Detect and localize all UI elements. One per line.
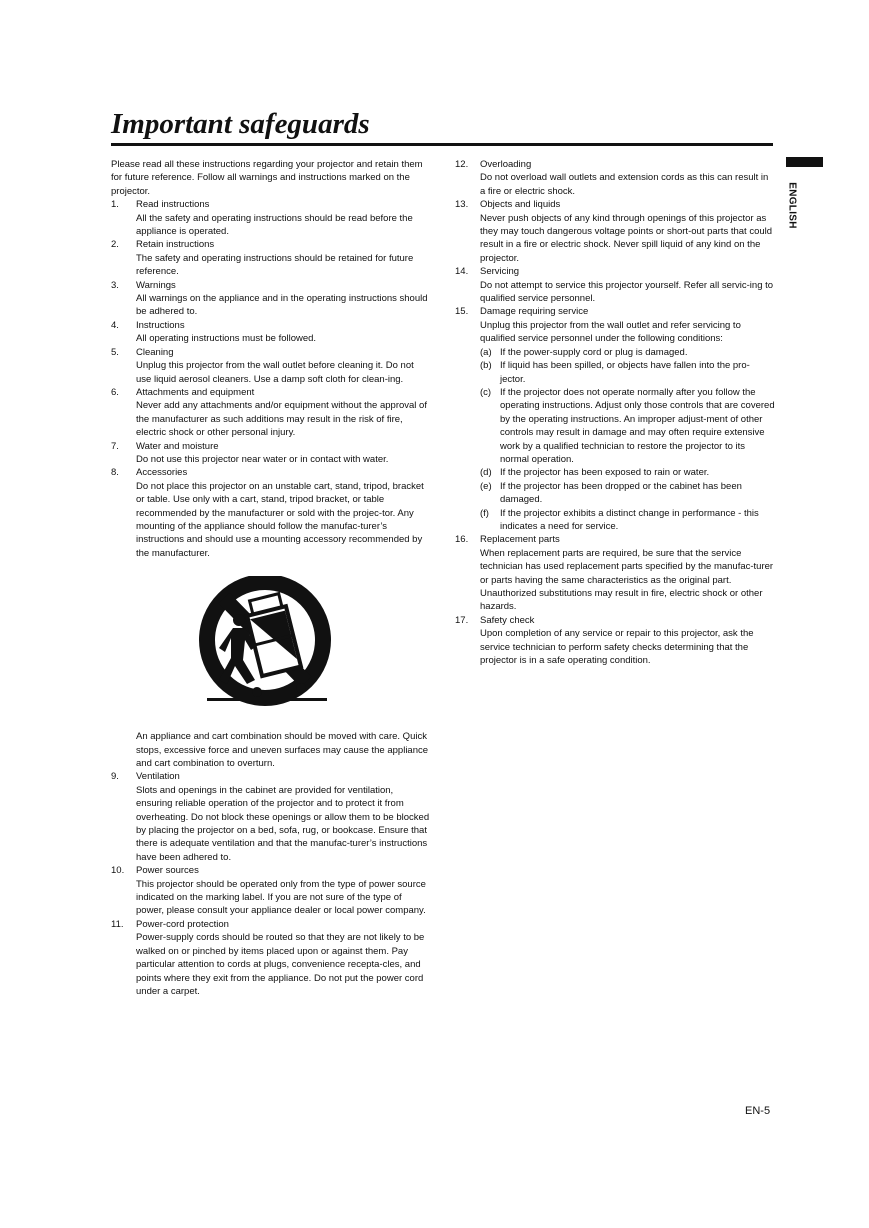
item-number: 9. bbox=[111, 771, 119, 783]
item-heading: Power-cord protection bbox=[136, 918, 229, 930]
item-number: 16. bbox=[455, 534, 469, 546]
item-heading: Read instructions bbox=[136, 199, 210, 211]
sub-item-letter: (a) bbox=[480, 346, 492, 358]
item-body: Never push objects of any kind through openings of this projector as they may touch dangerous voltage points or short-out parts that could result in a fire or electric shock. Never spill liquid of any kind on the projector. bbox=[480, 212, 773, 264]
sub-item-b bbox=[480, 359, 775, 386]
sub-item-text: If the projector has been dropped or the cabinet has been damaged. bbox=[500, 480, 742, 506]
cart-tipover-warning-icon bbox=[197, 576, 333, 716]
item-body: All warnings on the appliance and in the operating instructions should be adhered to. bbox=[136, 293, 428, 318]
item-number: 12. bbox=[455, 159, 469, 170]
item-body: Do not use this projector near water or in contact with water. bbox=[136, 453, 389, 465]
item-5 bbox=[111, 346, 431, 386]
sub-item-e bbox=[480, 480, 775, 507]
item-heading: Replacement parts bbox=[480, 534, 560, 546]
sub-item-letter: (c) bbox=[480, 386, 492, 398]
item-heading: Retain instructions bbox=[136, 239, 215, 251]
item-number: 1. bbox=[111, 199, 119, 211]
sub-item-text: If liquid has been spilled, or objects have fallen into the pro-jector. bbox=[500, 360, 750, 385]
intro-text: Please read all these instructions regarding your projector and retain them for future reference. Follow all warnings and instructions marked on the projector. bbox=[111, 159, 423, 197]
language-label: ENGLISH bbox=[786, 182, 798, 229]
item-heading: Servicing bbox=[480, 266, 520, 278]
item-body: Never add any attachments and/or equipment without the approval of the manufacturer as such additions may result in the risk of fire, electric shock or other personal injury. bbox=[136, 400, 427, 439]
item-heading: Accessories bbox=[136, 467, 188, 479]
item-number: 11. bbox=[111, 918, 124, 930]
item-body: Slots and openings in the cabinet are provided for ventilation, ensuring reliable operation of the projector and to protect it from overheating. Do not block these openings or allow them to be blocked by placing the projector on a bed, sofa, rug, or bookcase. Ensure that there is adequate ventilation and that the manufac-turer’s instructions have been adhered to. bbox=[136, 784, 430, 863]
left-column bbox=[111, 158, 431, 998]
right-column bbox=[455, 158, 775, 667]
sub-item-text: If the projector has been exposed to rain or water. bbox=[500, 467, 710, 479]
item-11 bbox=[111, 918, 431, 998]
item-number: 13. bbox=[455, 199, 469, 211]
language-tab-marker bbox=[786, 157, 823, 167]
item-number: 15. bbox=[455, 306, 469, 318]
sub-item-c bbox=[480, 386, 775, 466]
item-number: 17. bbox=[455, 614, 469, 626]
item-heading: Ventilation bbox=[136, 771, 180, 783]
item-number: 14. bbox=[455, 266, 469, 278]
item-number: 10. bbox=[111, 865, 125, 877]
cart-caption: An appliance and cart combination should be moved with care. Quick stops, excessive force and uneven surfaces may cause the appliance and cart combination to overturn. bbox=[136, 731, 429, 769]
sub-item-letter: (b) bbox=[480, 360, 492, 372]
sub-item-a bbox=[480, 346, 775, 359]
item-13 bbox=[455, 198, 775, 265]
item-12 bbox=[455, 158, 775, 198]
item-body: The safety and operating instructions should be retained for future reference. bbox=[136, 252, 414, 278]
item-body: Unplug this projector from the wall outlet before cleaning it. Do not use liquid aerosol cleaners. Use a damp soft cloth for clean-ing. bbox=[136, 360, 414, 385]
item-16 bbox=[455, 533, 775, 613]
item-body: Do not attempt to service this projector yourself. Refer all servic-ing to qualified service personnel. bbox=[480, 279, 774, 305]
item-body: Unplug this projector from the wall outlet and refer servicing to qualified service personnel under the following conditions: bbox=[480, 319, 741, 345]
item-number: 4. bbox=[111, 319, 119, 331]
sub-item-d bbox=[480, 466, 775, 479]
item-heading: Overloading bbox=[480, 159, 532, 170]
item-1 bbox=[111, 198, 431, 238]
item-4 bbox=[111, 319, 431, 346]
sub-item-letter: (f) bbox=[480, 507, 489, 519]
item-3 bbox=[111, 279, 431, 319]
sub-item-letter: (d) bbox=[480, 467, 492, 479]
sub-item-f bbox=[480, 507, 775, 534]
item-heading: Power sources bbox=[136, 865, 199, 877]
item-number: 6. bbox=[111, 386, 119, 398]
item-8 bbox=[111, 466, 431, 560]
item-number: 2. bbox=[111, 239, 119, 251]
item-15 bbox=[455, 305, 775, 533]
item-17 bbox=[455, 614, 775, 668]
item-number: 5. bbox=[111, 346, 119, 358]
sub-item-text: If the power-supply cord or plug is damaged. bbox=[500, 346, 688, 358]
page-number: EN-5 bbox=[745, 1105, 771, 1117]
item-heading: Water and moisture bbox=[136, 440, 219, 452]
item-heading: Warnings bbox=[136, 279, 176, 291]
item-heading: Attachments and equipment bbox=[136, 386, 255, 398]
item-body: All operating instructions must be followed. bbox=[136, 333, 317, 345]
item-body: Power-supply cords should be routed so that they are not likely to be walked on or pinched by items placed upon or against them. Pay particular attention to cords at plugs, convenience recepta-cles, and points where they exit from the appliance. Do not put the power cord under a carpet. bbox=[136, 932, 425, 997]
item-number: 7. bbox=[111, 440, 119, 452]
item-heading: Objects and liquids bbox=[480, 199, 561, 211]
item-6 bbox=[111, 386, 431, 440]
item-body: When replacement parts are required, be sure that the service technician has used replacement parts specified by the manufac-turer or parts having the same characteristics as the original part. Unauthorized substitutions may result in fire, electric shock or other hazards. bbox=[480, 547, 774, 613]
item-number: 3. bbox=[111, 279, 119, 291]
item-2 bbox=[111, 238, 431, 278]
page-title: Important safeguards bbox=[111, 108, 370, 140]
item-body: Upon completion of any service or repair to this projector, ask the service technician to perform safety checks determining that the projector is in a safe operating condition. bbox=[480, 628, 754, 667]
cart-warning-figure bbox=[111, 564, 431, 724]
item-body: This projector should be operated only from the type of power source indicated on the marking label. If you are not sure of the type of power, please consult your appliance dealer or local power company. bbox=[136, 878, 426, 917]
item-body: All the safety and operating instructions should be read before the appliance is operated. bbox=[136, 212, 413, 238]
title-rule bbox=[111, 143, 773, 146]
item-7 bbox=[111, 440, 431, 467]
item-body: Do not place this projector on an unstable cart, stand, tripod, bracket or table. Use only with a cart, stand, tripod bracket, or table recommended by the manufacturer or sold with the projec-tor. Any mounting of the appliance should follow the manufac-turer’s instructions and should use a mounting accessory recommended by the manufacturer. bbox=[136, 480, 424, 559]
item-heading: Damage requiring service bbox=[480, 306, 589, 318]
item-heading: Instructions bbox=[136, 319, 185, 331]
item-number: 8. bbox=[111, 467, 119, 479]
item-10 bbox=[111, 864, 431, 918]
item-heading: Safety check bbox=[480, 614, 535, 626]
item-9 bbox=[111, 770, 431, 864]
sub-item-text: If the projector exhibits a distinct change in performance - this indicates a need for service. bbox=[500, 507, 759, 532]
sub-item-letter: (e) bbox=[480, 480, 492, 492]
sub-item-text: If the projector does not operate normally after you follow the operating instructions. Adjust only those controls that are covered by the operating instructions. An improper adjust-ment of other controls may result in damage and may often require extensive work by a qualified technician to restore the projector to its normal operation. bbox=[500, 386, 775, 465]
item-body: Do not overload wall outlets and extension cords as this can result in a fire or electric shock. bbox=[480, 172, 769, 197]
item-heading: Cleaning bbox=[136, 346, 174, 358]
item-14 bbox=[455, 265, 775, 305]
